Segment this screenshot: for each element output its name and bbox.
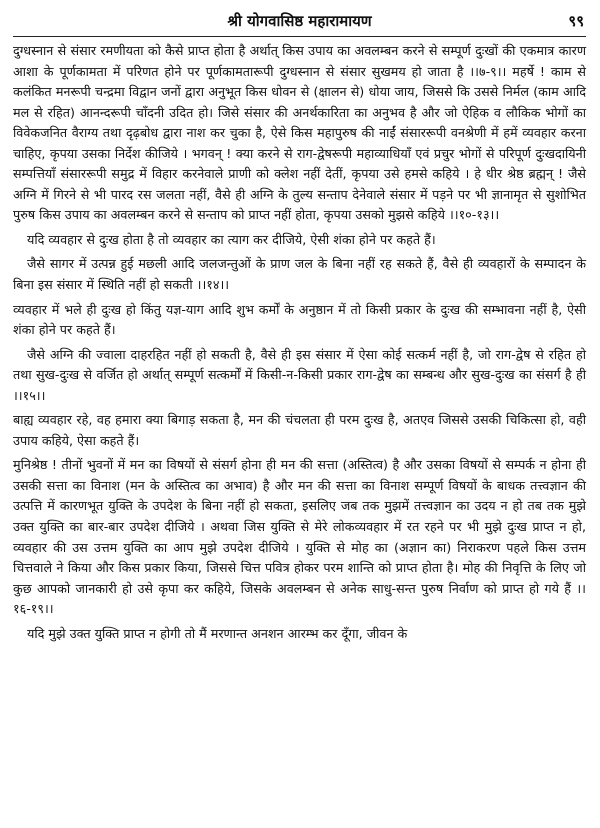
paragraph-1: दुग्धस्नान से संसार रमणीयता को कैसे प्राप्त होता है अर्थात् किस उपाय का अवलम्बन करने से सम्पूर्ण दुःखों की एकमात्र कारण आशा के पूर्णकामता में परिणत होने पर पूर्णकामतारूपी दुग्धस्नान से संसार सुखमय हो जाता है ।।७-९।। महर्षे ! काम से कलंकित मनरूपी चन्द्रमा विद्वान जनों द्वारा अनुभूत किस धोवन से (क्षालन से) धोया जाय, जिससे कि उससे निर्मल (काम आदि मल से रहित) आनन्दरूपी चाँदनी उदित हो। जिसे संसार की अनर्थकारिता का अनुभव है और जो ऐहिक व लौकिक भोगों का विवेकजनित वैराग्य तथा दृढ़बोध द्वारा नाश कर चुका है, ऐसे किस महापुरुष की नाईं संसाररूपी वनश्रेणी में हमें व्यवहार करना चाहिए, कृपया उसका निर्देश कीजिये । भगवन् ! क्या करने से राग-द्वेषरूपी महाव्याधियाँ एवं प्रचुर भोगों से परिपूर्ण दुःखदायिनी सम्पत्तियाँ संसाररूपी समुद्र में विहार करनेवाले प्राणी को क्लेश नहीं देतीं, कृपया उसे हमसे कहिये । हे धीर श्रेष्ठ ब्रह्मन् ! जैसे अग्नि में गिरने से भी पारद रस जलता नहीं, वैसे ही अग्नि के तुल्य सन्ताप देनेवाले संसार में पड़ने पर भी ज्ञानामृत से सुशोभित पुरुष किस उपाय का अवलम्बन करने से सन्ताप को प्राप्त नहीं होता, कृपया उसको मुझसे कहिये ।।१०-१३।।	[13, 43, 586, 223]
paragraph-2: यदि व्यवहार से दुःख होता है तो व्यवहार का त्याग कर दीजिये, ऐसी शंका होने पर कहते हैं।	[27, 231, 436, 247]
page-number: ९९	[568, 12, 584, 30]
body-text	[13, 41, 586, 644]
paragraph-6: बाह्य व्यवहार रहे, वह हमारा क्या बिगाड़ सकता है, मन की चंचलता ही परम दुःख है, अतएव जिससे उसकी चिकित्सा हो, वही उपाय कहिये, ऐसा कहते हैं।	[13, 412, 586, 448]
paragraph-3: जैसे सागर में उत्पन्न हुई मछली आदि जलजन्तुओं के प्राण जल के बिना नहीं रह सकते हैं, वैसे ही व्यवहारों के सम्पादन के बिना इस संसार में स्थिति नहीं हो सकती ।।१४।।	[13, 256, 586, 293]
page-header	[13, 10, 586, 34]
paragraph-4: व्यवहार में भले ही दुःख हो किंतु यज्ञ-याग आदि शुभ कर्मों के अनुष्ठान में तो किसी प्रकार के दुःख की सम्भावना नहीं है, ऐसी शंका होने पर कहते हैं।	[13, 301, 586, 338]
paragraph-7: मुनिश्रेष्ठ ! तीनों भुवनों में मन का विषयों से संसर्ग होना ही मन की सत्ता (अस्तित्व) है और उसका विषयों से सम्पर्क न होना ही उसकी सत्ता का विनाश (मन के अस्तित्व का अभाव) है और मन की सत्ता का विनाश सम्पूर्ण विषयों के बाधक तत्त्वज्ञान की उत्पत्ति में कारणभूत युक्ति के उपदेश के बिना नहीं हो सकता, इसलिए जब तक मुझमें तत्त्वज्ञान का उदय न हो तब तक मुझे उक्त युक्ति का बार-बार उपदेश दीजिये । अथवा जिस युक्ति से मेरे लोकव्यवहार में रत रहने पर भी मुझे दुःख प्राप्त न हो, व्यवहार की उस उत्तम युक्ति का आप मुझे उपदेश दीजिये । युक्ति से मोह का (अज्ञान का) निराकरण पहले किस उत्तम चित्तवाले ने किया और किस प्रकार किया, जिससे चित्त पवित्र होकर परम शान्ति को प्राप्त होता है। मोह की निवृत्ति के लिए जो कुछ आपको जानकारी हो उसे कृपा कर कहिये, जिसके अवलम्बन से अनेक साधु-सन्त पुरुष निर्वाण को प्राप्त हो गये हैं ।।१६-१९।।	[13, 457, 586, 617]
paragraph-5: जैसे अग्नि की ज्वाला दाहरहित नहीं हो सकती है, वैसे ही इस संसार में ऐसा कोई सत्कर्म नहीं है, जो राग-द्वेष से रहित हो तथा सुख-दुःख से वर्जित हो अर्थात् सम्पूर्ण सत्कर्मों में किसी-न-किसी प्रकार राग-द्वेष का सम्बन्ध और सुख-दुःख का संसर्ग है ही ।।१५।।	[13, 346, 586, 403]
page-title: श्री योगवासिष्ठ महारामायण	[227, 12, 372, 30]
header-rule	[13, 36, 586, 37]
paragraph-8: यदि मुझे उक्त युक्ति प्राप्त न होगी तो मैं मरणान्त अनशन आरम्भ कर दूँगा, जीवन के	[27, 625, 408, 641]
